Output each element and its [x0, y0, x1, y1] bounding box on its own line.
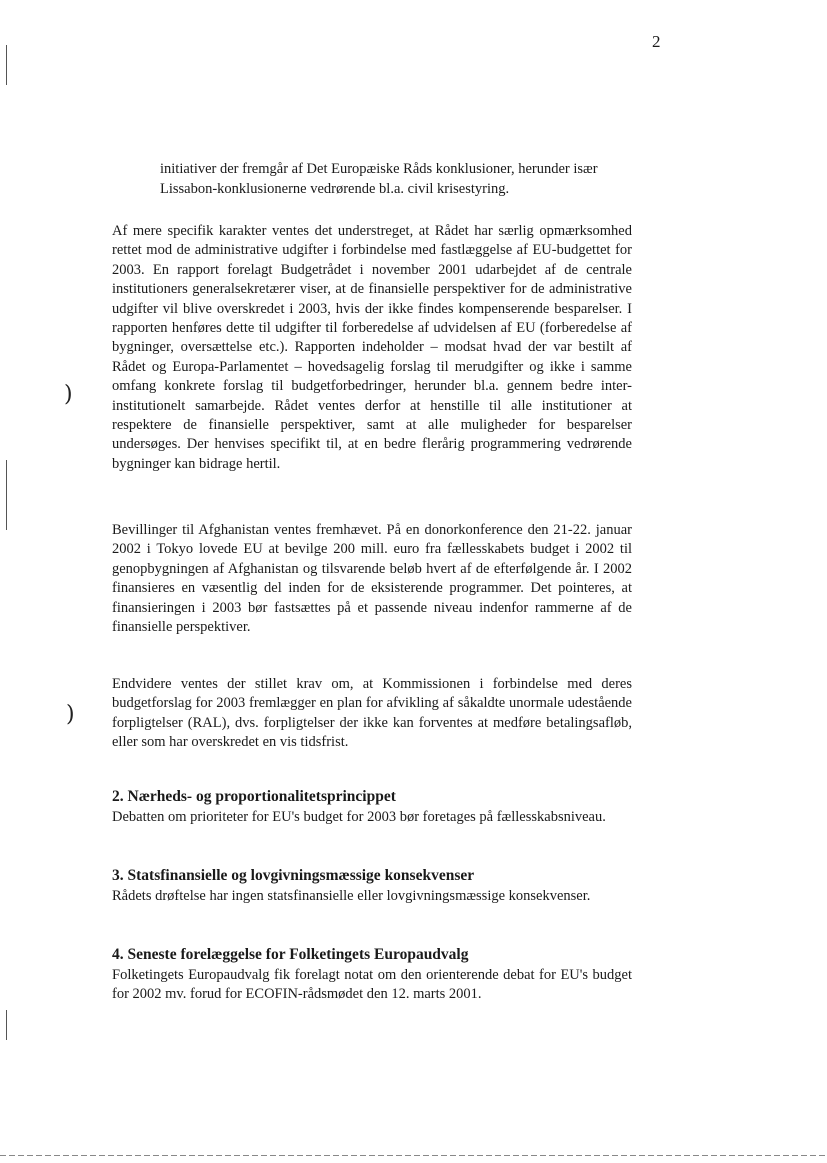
paragraph-ral — [112, 675, 632, 753]
section-text-europaudvalg: Folketingets Europaudvalg fik forelagt notat om den orienterende debat for EU's budget for 2002 mv. forud for ECOFIN-rådsmødet den 12. marts 2001. — [112, 967, 632, 1003]
section-heading-europaudvalg: 4. Seneste forelæggelse for Folketingets Europaudvalg — [112, 946, 469, 963]
paragraph-budget-admin — [112, 222, 632, 474]
margin-scan-mark — [6, 1010, 7, 1040]
page-number: 2 — [652, 32, 661, 51]
margin-scan-mark — [6, 45, 7, 85]
scan-bottom-edge — [0, 1155, 827, 1156]
paragraph-text: Bevillinger til Afghanistan ventes fremhævet. På en donorkonference den 21-22. januar 2002 i Tokyo lovede EU at bevilge 200 mill. euro fra fællesskabets budget i 2002 til genopbygningen af Afghanistan og tilsvarende beløb hvert af de efterfølgende år. I 2002 finansieres en væsentlig del inden for de eksisterende programmer. Det pointeres, at finansieringen i 2003 bør fastsættes på et passende niveau indenfor rammerne af de finansielle perspektiver. — [112, 522, 632, 636]
paragraph-afghanistan — [112, 521, 632, 637]
section-heading-subsidiarity: 2. Nærheds- og proportionalitetsprincippet — [112, 788, 396, 805]
intro-paragraph — [160, 159, 630, 199]
section-heading-consequences: 3. Statsfinansielle og lovgivningsmæssige konsekvenser — [112, 867, 475, 884]
section-text-subsidiarity: Debatten om prioriteter for EU's budget for 2003 bør foretages på fællesskabsniveau. — [112, 809, 606, 825]
margin-bracket-mark: ) — [64, 382, 73, 407]
paragraph-text: Endvidere ventes der stillet krav om, at Kommissionen i forbindelse med deres budgetforslag for 2003 fremlægger en plan for afvikling af såkaldte unormale udestående forpligtelser (RAL), dvs. forpligtelser der ikke kan forventes at medføre betalingsafløb, eller som har overskredet en vis tidsfrist. — [112, 676, 632, 751]
intro-text: initiativer der fremgår af Det Europæiske Råds konklusioner, herunder især Lissabon-konklusionerne vedrørende bl.a. civil krisestyring. — [160, 161, 598, 197]
margin-bracket-mark: ) — [66, 702, 75, 727]
section-text-consequences: Rådets drøftelse har ingen statsfinansielle eller lovgivningsmæssige konsekvenser. — [112, 888, 591, 904]
margin-scan-mark — [6, 460, 7, 530]
paragraph-text: Af mere specifik karakter ventes det understreget, at Rådet har særlig opmærksomhed rettet mod de administrative udgifter i forbindelse med fastlæggelse af EU-budgettet for 2003. En rapport forelagt Budgetrådet i november 2001 udarbejdet af de centrale institutioners generalsekretærer viser, at de finansielle perspektiver for de administrative udgifter vil blive overskredet i 2003, hvis der ikke findes kompenserende besparelser. I rapporten henføres dette til udgifter til forberedelse af udvidelsen af EU (forberedelse af bygninger, oversættelse etc.). Rapporten indeholder – modsat hvad der var bestilt af Rådet og Europa-Parlamentet – hovedsagelig forslag til merudgifter og ikke i samme omfang konkrete forslag til budgetforbedringer, herunder bl.a. gennem bedre inter-institutionelt samarbejde. Rådet ventes derfor at henstille til alle institutioner at respektere de finansielle perspektiver, samt at alle muligheder for besparelser undersøges. Der henvises specifikt til, at en bedre flerårig programmering vedrørende bygninger kan bidrage hertil. — [112, 223, 632, 472]
